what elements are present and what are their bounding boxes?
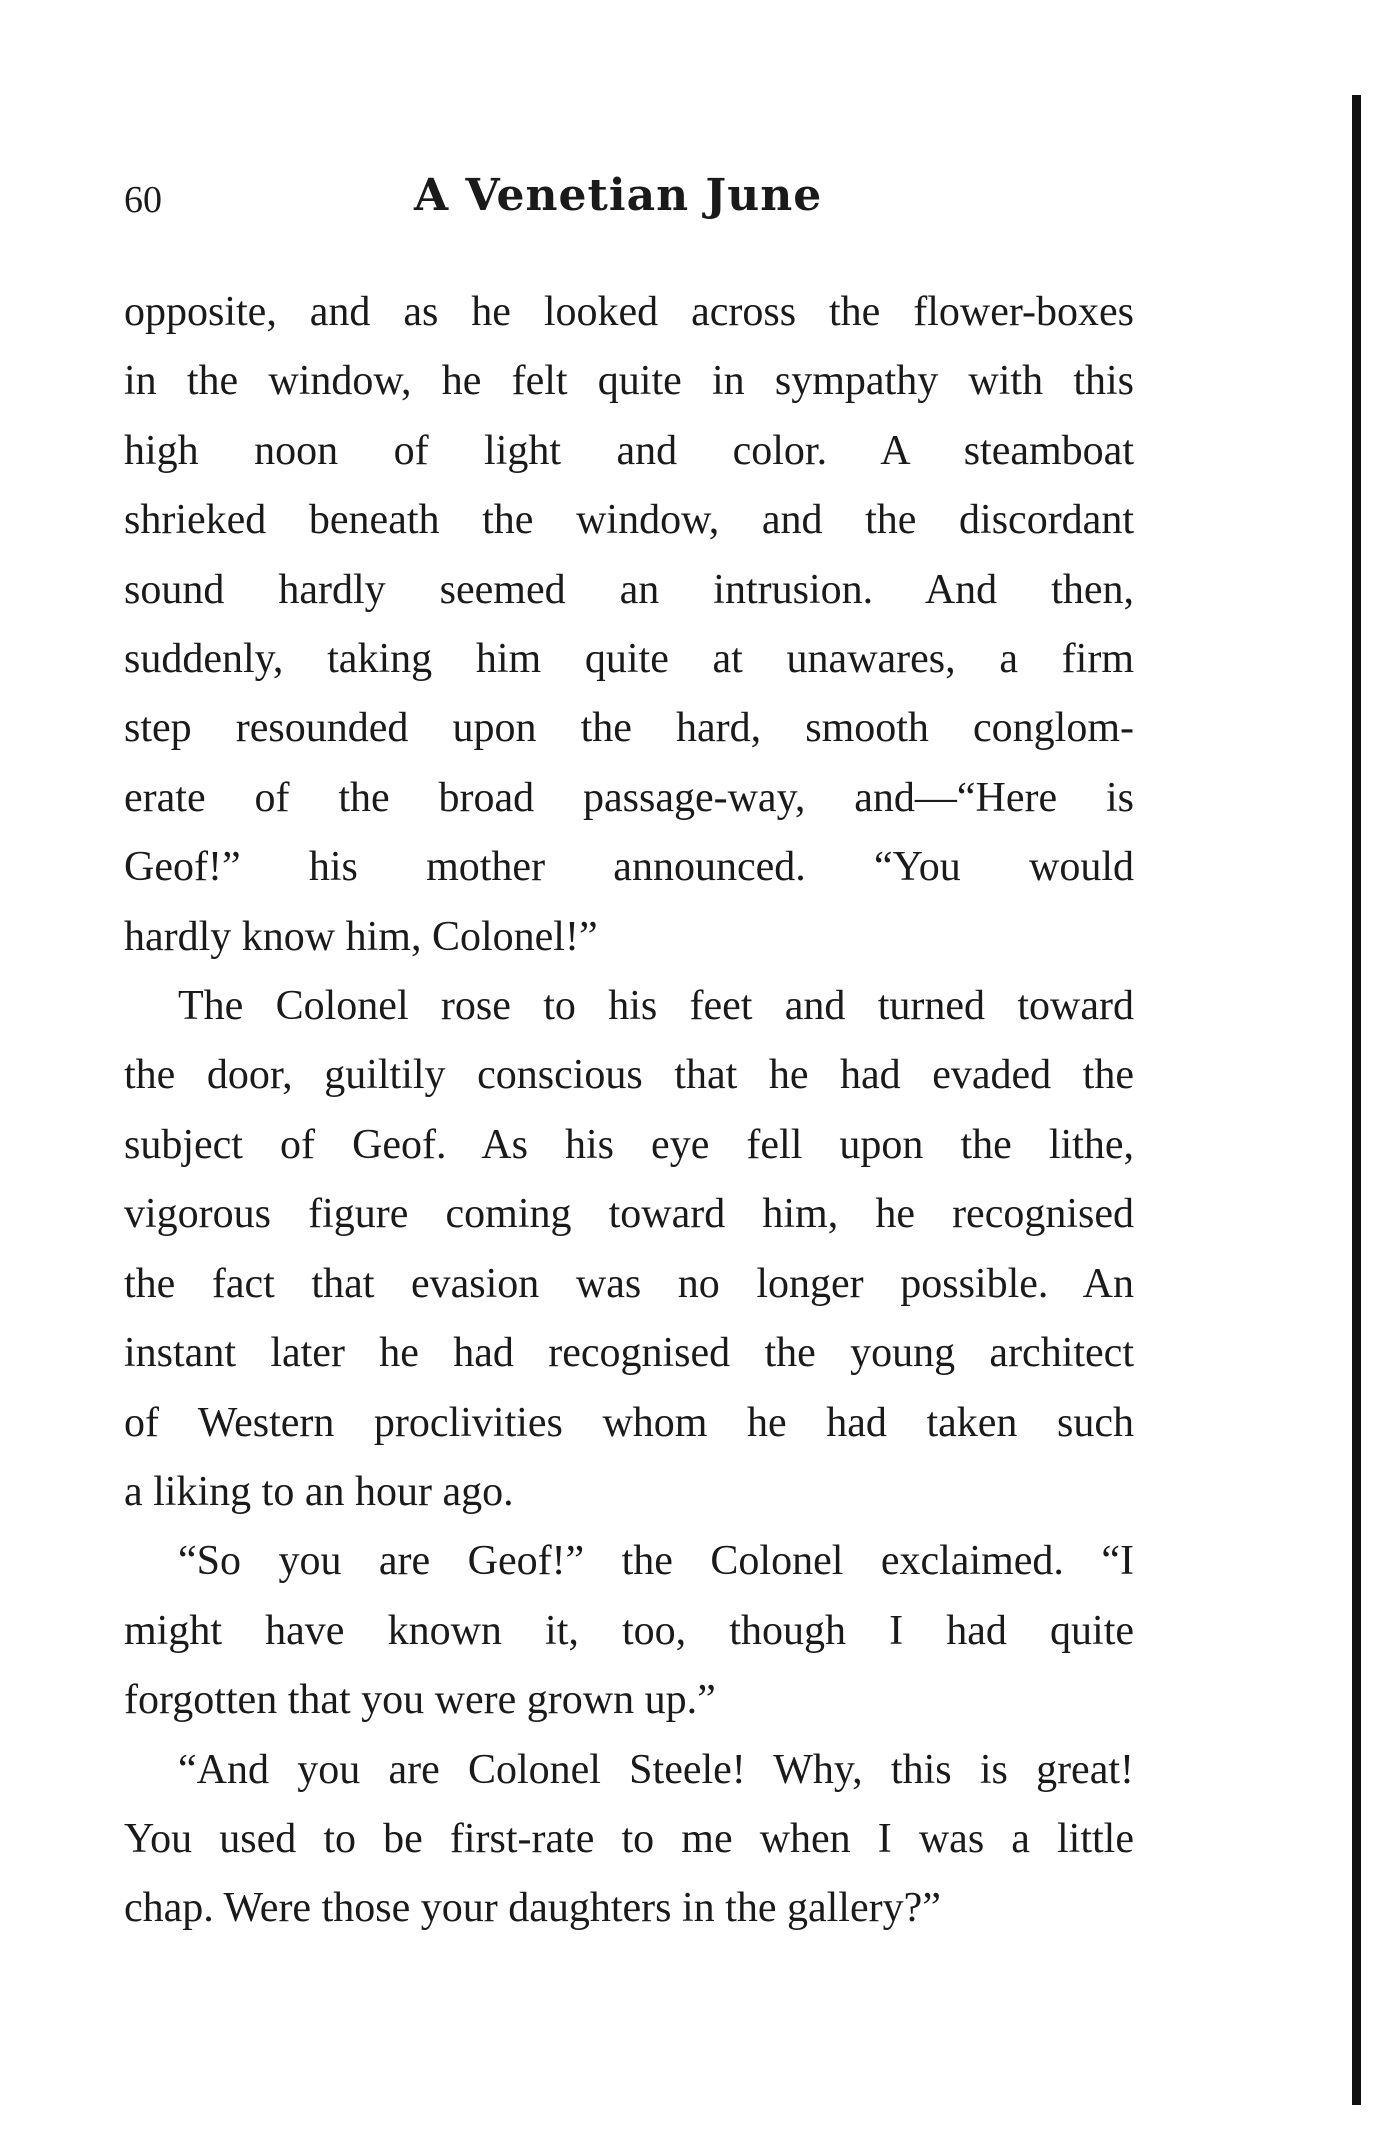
text-line: sound hardly seemed an intrusion. And then, bbox=[124, 566, 1134, 613]
running-title: A Venetian June bbox=[414, 170, 823, 221]
text-line: shrieked beneath the window, and the discordant bbox=[124, 497, 1134, 544]
text-line: chap. Were those your daughters in the gallery?” bbox=[124, 1885, 941, 1932]
text-line: the fact that evasion was no longer possible. An bbox=[124, 1260, 1134, 1307]
paragraph bbox=[124, 1736, 1134, 1944]
text-line: instant later he had recognised the young architect bbox=[124, 1330, 1134, 1377]
text-line: forgotten that you were grown up.” bbox=[124, 1677, 716, 1724]
text-line: The Colonel rose to his feet and turned toward bbox=[178, 983, 1134, 1030]
text-line: “So you are Geof!” the Colonel exclaimed. “I bbox=[178, 1538, 1134, 1585]
text-line: “And you are Colonel Steele! Why, this is great! bbox=[178, 1746, 1134, 1793]
page-number: 60 bbox=[124, 179, 162, 221]
text-line: high noon of light and color. A steamboat bbox=[124, 427, 1134, 474]
text-line: suddenly, taking him quite at unawares, a firm bbox=[124, 636, 1134, 683]
text-line: a liking to an hour ago. bbox=[124, 1468, 514, 1515]
text-line: vigorous figure coming toward him, he recognised bbox=[124, 1191, 1134, 1238]
text-line: erate of the broad passage-way, and—“Here is bbox=[124, 774, 1134, 821]
body-text bbox=[124, 278, 1134, 1944]
text-line: You used to be first-rate to me when I was a little bbox=[124, 1815, 1134, 1862]
text-line: the door, guiltily conscious that he had evaded the bbox=[124, 1052, 1134, 1099]
text-line: opposite, and as he looked across the flower-boxes bbox=[124, 289, 1134, 335]
page-header bbox=[124, 170, 1144, 240]
binding-edge bbox=[1352, 95, 1361, 2105]
paragraph bbox=[124, 1527, 1134, 1735]
text-line: Geof!” his mother announced. “You would bbox=[124, 844, 1134, 891]
text-line: of Western proclivities whom he had taken such bbox=[124, 1399, 1134, 1446]
text-line: subject of Geof. As his eye fell upon the lithe, bbox=[124, 1121, 1134, 1168]
text-line: hardly know him, Colonel!” bbox=[124, 913, 598, 960]
paragraph bbox=[124, 278, 1134, 972]
paragraph bbox=[124, 972, 1134, 1527]
text-line: in the window, he felt quite in sympathy with this bbox=[124, 358, 1134, 405]
text-line: step resounded upon the hard, smooth conglom- bbox=[124, 705, 1134, 752]
text-line: might have known it, too, though I had quite bbox=[124, 1607, 1134, 1654]
